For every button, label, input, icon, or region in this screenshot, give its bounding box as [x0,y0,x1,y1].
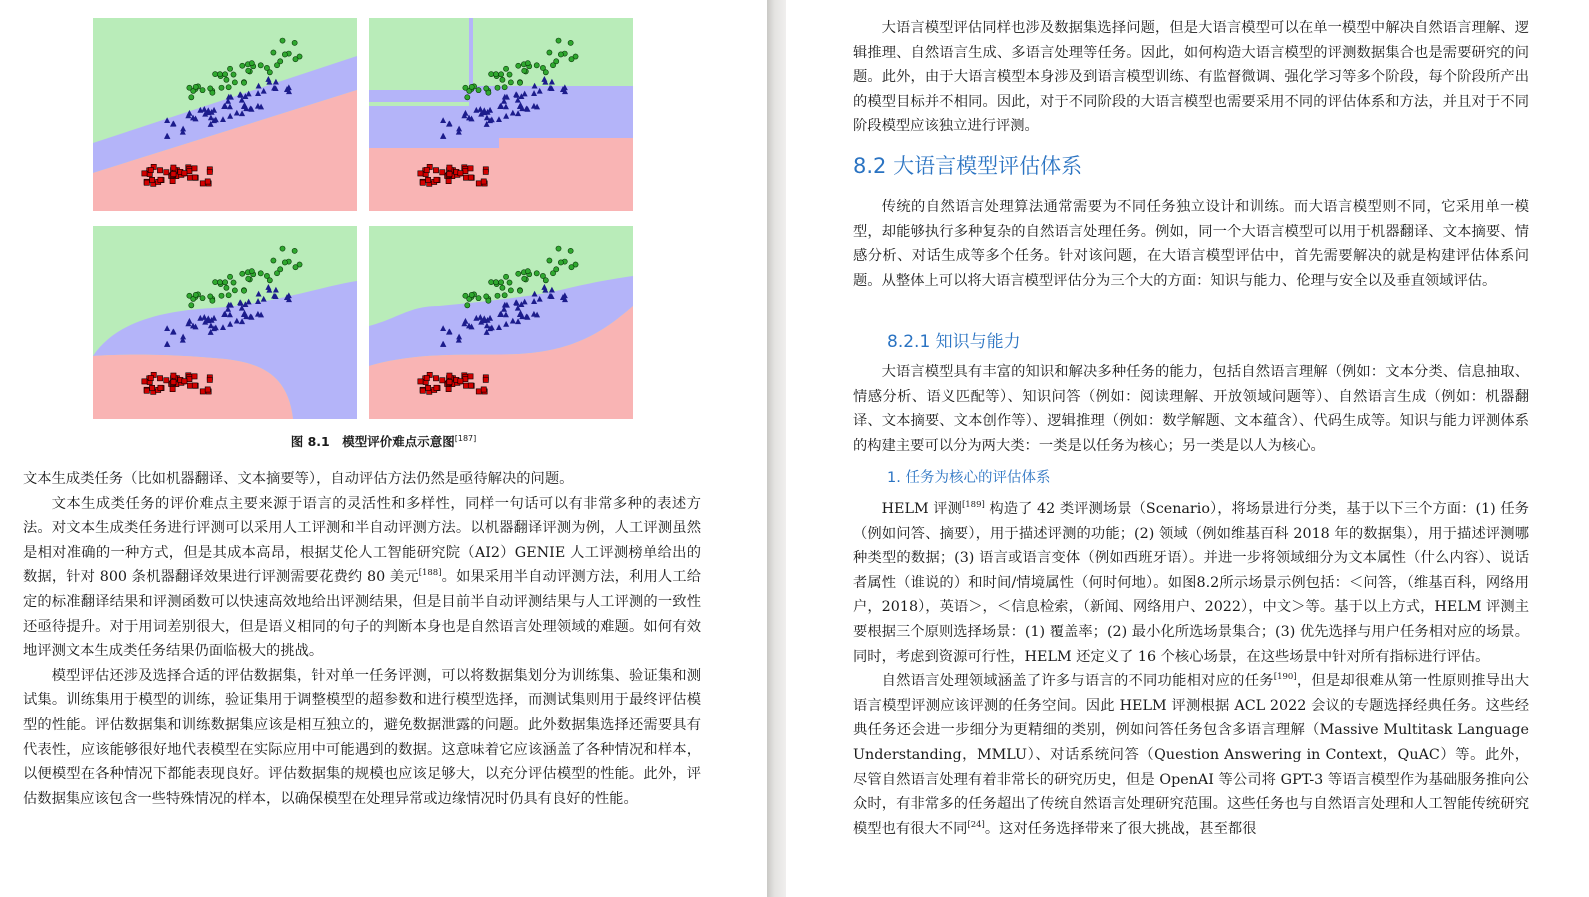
red-square-point [420,180,425,185]
right-paragraph-2 [853,195,1529,293]
red-square-point [164,170,169,175]
green-circle-point [213,280,218,285]
green-circle-point [240,271,245,276]
citation-189[interactable]: [189] [961,500,985,511]
green-circle-point [271,50,276,55]
red-square-point [157,168,162,173]
red-square-point [447,171,452,176]
right-paragraph-5 [853,669,1529,841]
green-circle-point [280,246,285,251]
red-square-point [434,385,439,390]
green-circle-point [569,57,574,62]
green-circle-point [231,72,236,77]
red-square-point [458,171,463,176]
green-circle-point [495,293,500,298]
red-square-point [187,175,192,180]
green-circle-point [213,72,218,77]
panel-top-right [369,18,633,211]
green-circle-point [282,260,287,265]
green-circle-point [292,248,297,253]
red-square-point [481,387,486,392]
panel-bottom-left [93,226,357,419]
green-circle-point [249,269,254,274]
green-circle-point [469,292,474,297]
red-square-point [468,166,473,171]
green-circle-point [282,52,287,57]
green-circle-point [517,288,522,293]
caption-reference: [187] [454,433,477,443]
green-circle-point [568,40,573,45]
green-circle-point [463,293,468,298]
green-circle-point [463,85,468,90]
red-square-point [424,167,429,172]
green-circle-point [219,293,224,298]
green-circle-point [476,88,481,93]
red-square-point [425,177,430,182]
red-square-point [182,379,187,384]
green-circle-point [274,271,279,276]
green-circle-point [193,84,198,89]
right-paragraph-1 [853,16,1529,139]
red-square-point [425,385,430,390]
subsection-heading-8-2-1: 8.2.1 知识与能力 [887,332,1021,352]
red-square-point [187,376,192,381]
left-p2-text-b: 。如果采用半自动评测方法，利用人工给定的标准翻译结果和评测函数可以快速高效地给出评测结果，但是目前半自动评测结果与人工评测的一致性还亟待提升。对于用词差别很大，但是语义相同的句子的判断本身也是自然语言处理领域的难题。如何有效地评测文本生成类任务结果仍面临极大的挑战。 [23,569,701,660]
red-square-point [447,373,452,378]
right-p3-text: 大语言模型具有丰富的知识和解决多种任务的能力，包括自然语言理解（例如：文本分类、信息抽取、情感分析、语义匹配等）、知识问答（例如：阅读理解、开放领域问题等）、自然语言生成（例如：机器翻译、文本摘要、文本创作等）、逻辑推理（例如：数学解题、文本蕴含）、代码生成等。知识与能力评测体系的构建主要可以分为两大类：一类是以任务为核心；另一类是以人为核心。 [853,364,1529,454]
green-circle-point [264,273,269,278]
red-square-point [207,377,212,382]
green-circle-point [495,85,500,90]
green-circle-point [227,66,232,71]
citation-24[interactable]: [24] [967,819,985,830]
red-square-point [187,383,192,388]
red-square-point [446,178,451,183]
green-circle-point [232,80,237,85]
green-circle-point [223,280,228,285]
red-square-point [463,175,468,180]
right-p4-text-b: 构造了 42 类评测场景（Scenario），将场景进行分类，基于以下三个方面：(1) 任务（例如问答、摘要），用于描述评测的功能；(2) 领域（例如维基百科 2018 年的数据集），用于描述评测哪种类型的数据；(3) 语言或语言变体（例如西班牙语）。并进一步将领域细分为文本属性（什么内容）、说话者属性（谁说的）和时间/情境属性（何时何地）。如图8.2所示场景示例包括：＜问答，（维基百科，网络用户，2018），英语＞，＜信息检索，（新闻、网络用户、2022），中文＞等。基于以上方式，HELM 评测主要根据三个原则选择场景：(1) 覆盖率；(2) 最小化所选场景集合；(3) 优先选择与用户任务相对应的场景。同时，考虑到资源可行性，HELM 还定义了 16 个核心场景，在这些场景中针对所有指标进行评估。 [853,501,1529,665]
red-square-point [418,171,423,176]
green-circle-point [476,296,481,301]
green-circle-point [508,80,513,85]
green-circle-point [219,85,224,90]
green-circle-point [493,72,498,77]
green-circle-point [502,293,507,298]
green-circle-point [489,72,494,77]
green-circle-point [226,85,231,90]
green-circle-point [241,80,246,85]
red-square-point [170,178,175,183]
green-circle-point [210,90,215,95]
green-circle-point [187,85,192,90]
red-square-point [192,374,197,379]
green-circle-point [525,269,530,274]
red-square-point [200,389,205,394]
green-circle-point [189,303,194,308]
red-square-point [468,383,473,388]
green-circle-point [486,90,491,95]
green-circle-point [516,271,521,276]
green-circle-point [493,280,498,285]
green-circle-point [469,84,474,89]
green-circle-point [540,65,545,70]
green-circle-point [558,260,563,265]
red-square-point [142,171,147,176]
red-square-point [468,175,473,180]
green-circle-point [249,61,254,66]
green-circle-point [500,77,505,82]
right-p2-text: 传统的自然语言处理算法通常需要为不同任务独立设计和训练。而大语言模型则不同，它采用单一模型，却能够执行多种复杂的自然语言处理任务。例如，同一个大语言模型可以用于机器翻译、文本摘要、情感分析、对话生成等多个任务。针对该问题，在大语言模型评估中，首先需要解决的就是构建评估体系问题。从整体上可以将大语言模型评估分为三个大的方面：知识与能力、伦理与安全以及垂直领域评估。 [853,199,1529,289]
green-circle-point [569,265,574,270]
green-circle-point [508,288,513,293]
red-square-point [424,375,429,380]
green-circle-point [246,276,251,281]
green-circle-point [516,63,521,68]
green-circle-point [503,66,508,71]
red-square-point [171,171,176,176]
green-circle-point [226,293,231,298]
red-square-point [433,168,438,173]
right-p1-text: 大语言模型评估同样也涉及数据集选择问题，但是大语言模型可以在单一模型中解决自然语言理解、逻辑推理、自然语言生成、多语言处理等任务。因此，如何构造大语言模型的评测数据集合也是需要研究的问题。此外，由于大语言模型本身涉及到语言模型训练、有监督微调、强化学习等多个阶段，每个阶段所产出的模型目标并不相同。因此，对于不同阶段的大语言模型也需要采用不同的评估体系和方法，并且对于不同阶段模型应该独立进行评测。 [853,20,1529,135]
green-circle-point [547,50,552,55]
citation-190[interactable]: [190] [1273,672,1297,683]
red-square-point [440,378,445,383]
red-square-point [157,376,162,381]
green-circle-point [550,271,555,276]
left-paragraph-2 [23,492,701,664]
panel-bottom-right [369,226,633,419]
green-circle-point [465,303,470,308]
green-circle-point [217,280,222,285]
red-square-point [483,377,488,382]
green-circle-point [274,63,279,68]
green-circle-point [507,280,512,285]
green-circle-point [558,52,563,57]
red-square-point [192,175,197,180]
left-p2-text-a: 文本生成类任务的评价难点主要来源于语言的灵活性和多样性，同样一句话可以有非常多种的表述方法。对文本生成类任务进行评测可以采用人工评测和半自动评测方法。以机器翻译评测为例，人工评测虽然是相对准确的一种方式，但是其成本高昂，根据艾伦人工智能研究院（AI2）GENIE 人工评测榜单给出的数据，针对 800 条机器翻译效果进行评测需要花费约 80 美元 [23,495,701,586]
right-p4-text-a: HELM 评测 [881,501,962,517]
red-square-point [205,179,210,184]
green-circle-point [224,285,229,290]
green-circle-point [465,95,470,100]
green-circle-point [200,296,205,301]
red-square-point [433,376,438,381]
green-circle-point [223,72,228,77]
red-square-point [463,383,468,388]
red-square-point [440,170,445,175]
subsubsection-heading-1: 1. 任务为核心的评估体系 [887,470,1051,486]
green-circle-point [568,248,573,253]
red-square-point [447,165,452,170]
left-paragraph-1: 文本生成类任务（比如机器翻译、文本摘要等），自动评估方法仍然是亟待解决的问题。 [23,471,574,487]
red-square-point [447,379,452,384]
green-circle-point [246,68,251,73]
green-circle-point [210,298,215,303]
right-paragraph-4 [853,497,1529,669]
left-paragraph-3: 模型评估还涉及选择合适的评估数据集，针对单一任务评测，可以将数据集划分为训练集、验证集和测试集。训练集用于模型的训练，验证集用于调整模型的超参数和进行模型选择，而测试集则用于最终评估模型的性能。评估数据集和训练数据集应该是相互独立的，避免数据泄露的问题。此外数据集选择还需要具有代表性，应该能够很好地代表模型在实际应用中可能遇到的数据。这意味着它应该涵盖了各种情况和样本，以便模型在各种情况下都能表现良好。评估数据集的规模也应该足够大，以充分评估模型的性能。此外，评估数据集应该包含一些特殊情况的样本，以确保模型在处理异常或边缘情况时仍具有良好的性能。 [23,667,701,807]
page-gutter [767,0,786,897]
green-circle-point [489,280,494,285]
green-circle-point [224,77,229,82]
citation-188[interactable]: [188] [418,568,442,579]
red-square-point [170,386,175,391]
green-circle-point [227,274,232,279]
green-circle-point [525,61,530,66]
red-square-point [144,388,149,393]
figure-caption [0,432,767,450]
red-square-point [434,177,439,182]
green-circle-point [502,85,507,90]
right-p5-text-b: ，但是却很难从第一性原则推导出大语言模型评测应该评测的任务空间。因此 HELM 评测根据 ACL 2022 会议的专题选择经典任务。这些经典任务还会进一步细分为更精细的类别，例如问答任务包含多语言理解（Massive Multitask Language Understanding，MMLU）、对话系统问答（Question Answering in Context，QuAC）等。此外，尽管自然语言处理有着非常长的研究历史，但是 OpenAI 等公司将 GPT-3 等语言模型作为基础服务推向公众时，有非常多的任务超出了传统自然语言处理研究范围。这些任务也与自然语言处理和人工智能传统研究模型也有很大不同 [853,673,1529,837]
caption-label: 图 8.1 模型评价难点示意图 [290,434,455,449]
green-circle-point [292,40,297,45]
green-circle-point [193,292,198,297]
green-circle-point [231,280,236,285]
green-circle-point [503,274,508,279]
green-circle-point [217,72,222,77]
red-square-point [192,383,197,388]
panel-top-left [93,18,357,211]
green-circle-point [187,293,192,298]
red-square-point [192,166,197,171]
red-square-point [171,379,176,384]
red-square-point [149,385,154,390]
green-circle-point [522,68,527,73]
green-circle-point [271,258,276,263]
red-square-point [476,389,481,394]
red-square-point [463,376,468,381]
green-circle-point [258,63,263,68]
green-circle-point [517,80,522,85]
green-circle-point [534,63,539,68]
green-circle-point [293,265,298,270]
red-square-point [481,179,486,184]
figure-8-1 [93,18,633,418]
green-circle-point [556,38,561,43]
green-circle-point [486,298,491,303]
green-circle-point [293,57,298,62]
red-square-point [148,375,153,380]
red-square-point [142,379,147,384]
green-circle-point [258,271,263,276]
green-circle-point [500,285,505,290]
red-square-point [148,167,153,172]
green-circle-point [550,63,555,68]
red-square-point [187,168,192,173]
red-square-point [205,387,210,392]
red-square-point [446,386,451,391]
red-square-point [158,385,163,390]
green-circle-point [556,246,561,251]
red-square-point [171,165,176,170]
red-square-point [420,388,425,393]
red-square-point [476,181,481,186]
red-square-point [158,177,163,182]
green-circle-point [280,38,285,43]
red-square-point [483,169,488,174]
red-square-point [164,378,169,383]
right-paragraph-4-5 [853,497,1529,841]
red-square-point [463,168,468,173]
red-square-point [458,379,463,384]
green-circle-point [241,288,246,293]
green-circle-point [547,258,552,263]
red-square-point [171,373,176,378]
green-circle-point [522,276,527,281]
left-body-text [23,467,701,811]
red-square-point [144,180,149,185]
section-heading-8-2: 8.2 大语言模型评估体系 [853,154,1083,178]
green-circle-point [189,95,194,100]
red-square-point [418,379,423,384]
green-circle-point [200,88,205,93]
right-p5-text-a: 自然语言处理领域涵盖了许多与语言的不同功能相对应的任务 [881,673,1274,690]
green-circle-point [507,72,512,77]
red-square-point [182,171,187,176]
green-circle-point [534,271,539,276]
green-circle-point [240,63,245,68]
red-square-point [200,181,205,186]
green-circle-point [499,72,504,77]
green-circle-point [499,280,504,285]
green-circle-point [540,273,545,278]
right-p5-text-c: 。这对任务选择带来了很大挑战，甚至都很 [984,820,1257,837]
right-paragraph-3 [853,360,1529,458]
green-circle-point [232,288,237,293]
red-square-point [207,169,212,174]
green-circle-point [264,65,269,70]
red-square-point [468,374,473,379]
red-square-point [149,177,154,182]
